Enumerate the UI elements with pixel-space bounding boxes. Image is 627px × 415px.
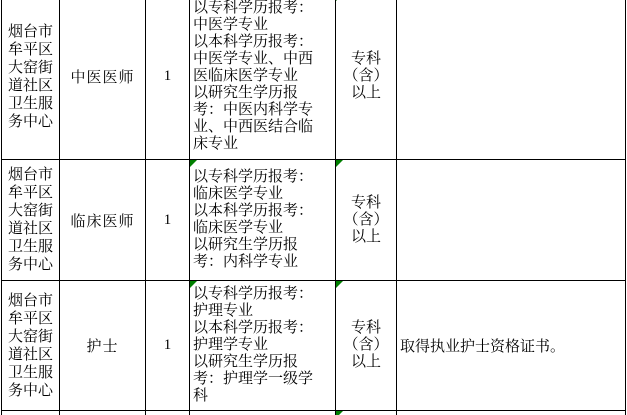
education-cell[interactable] bbox=[190, 281, 336, 411]
org-text: 烟台市 牟平区 大窑街 道社区 卫生服 务中心 bbox=[7, 292, 53, 399]
cell-error-marker-icon bbox=[190, 160, 197, 167]
org-text: 烟台市 牟平区 大窑街 道社区 卫生服 务中心 bbox=[7, 167, 53, 273]
cell-error-marker-icon bbox=[336, 160, 343, 167]
count-cell[interactable] bbox=[146, 411, 190, 415]
org-cell[interactable] bbox=[2, 160, 60, 281]
table-row bbox=[2, 0, 626, 160]
position-cell[interactable] bbox=[60, 411, 146, 415]
degree-cell[interactable] bbox=[336, 281, 397, 411]
table-row-partial bbox=[2, 411, 626, 415]
position-cell[interactable] bbox=[60, 0, 146, 160]
extra-requirement-cell[interactable] bbox=[397, 281, 626, 411]
org-cell[interactable] bbox=[2, 0, 60, 160]
education-cell[interactable] bbox=[190, 411, 336, 415]
count-cell[interactable] bbox=[146, 281, 190, 411]
degree-cell[interactable] bbox=[336, 160, 397, 281]
count-text: 1 bbox=[163, 68, 172, 84]
position-text: 中医医师 bbox=[70, 70, 135, 86]
count-text: 1 bbox=[163, 337, 172, 353]
table-row bbox=[2, 281, 626, 411]
degree-cell[interactable] bbox=[336, 411, 397, 415]
extra-requirement-cell[interactable] bbox=[397, 0, 626, 160]
cell-error-marker-icon bbox=[336, 281, 343, 288]
education-cell[interactable] bbox=[190, 0, 336, 160]
position-cell[interactable] bbox=[60, 160, 146, 281]
position-text: 护士 bbox=[86, 339, 119, 355]
degree-text: 专科 （含） 以上 bbox=[343, 320, 389, 370]
count-cell[interactable] bbox=[146, 160, 190, 281]
recruitment-table bbox=[1, 0, 626, 415]
position-text: 临床医师 bbox=[70, 213, 135, 230]
position-cell[interactable] bbox=[60, 281, 146, 411]
count-cell[interactable] bbox=[146, 0, 190, 160]
table-row bbox=[2, 160, 626, 281]
education-cell[interactable] bbox=[190, 160, 336, 281]
degree-text: 专科 （含） 以上 bbox=[343, 51, 389, 101]
count-text: 1 bbox=[163, 211, 172, 228]
cell-error-marker-icon bbox=[190, 281, 197, 288]
education-text: 以专科学历报考： 中医学专业 以本科学历报考： 中医学专业、中西 医临床医学专业 以研究生学历报 考：中医内科学专 业、中西医结合临 床专业 bbox=[193, 0, 314, 152]
cell-error-marker-icon bbox=[336, 411, 343, 415]
cell-error-marker-icon bbox=[336, 0, 343, 1]
degree-text: 专科 （含） 以上 bbox=[343, 194, 389, 245]
org-text: 烟台市 牟平区 大窑街 道社区 卫生服 务中心 bbox=[7, 23, 53, 130]
org-cell[interactable] bbox=[2, 281, 60, 411]
education-text: 以专科学历报考： 护理专业 以本科学历报考： 护理学专业 以研究生学历报 考：护理学一级学 科 bbox=[193, 286, 314, 404]
degree-cell[interactable] bbox=[336, 0, 397, 160]
extra-requirement-text: 取得执业护士资格证书。 bbox=[400, 339, 566, 355]
org-cell[interactable] bbox=[2, 411, 60, 415]
extra-requirement-cell[interactable] bbox=[397, 160, 626, 281]
education-text: 以专科学历报考： 临床医学专业 以本科学历报考： 临床医学专业 以研究生学历报 考：内科学专业 bbox=[193, 169, 314, 270]
extra-requirement-cell[interactable] bbox=[397, 411, 626, 415]
